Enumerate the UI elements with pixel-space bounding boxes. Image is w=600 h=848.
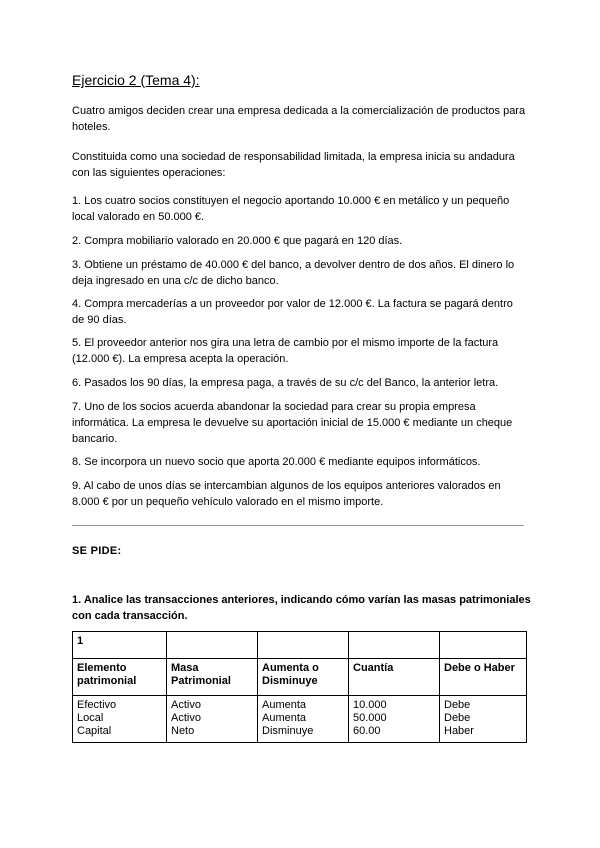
table-row xyxy=(73,696,527,743)
cell-value: Disminuye xyxy=(262,725,314,737)
cuantia-cell xyxy=(349,696,440,743)
cell-value: Debe xyxy=(444,699,471,711)
cell-value: Local xyxy=(77,712,104,724)
table-cell xyxy=(258,632,349,659)
table-header-row xyxy=(73,659,527,696)
question-1: 1. Analice las transacciones anteriores, indicando cómo varían las masas patrimoniales con cada transacción. xyxy=(72,594,531,622)
cell-value: 60.00 xyxy=(353,725,381,737)
table-cell xyxy=(349,632,440,659)
operation-6: 6. Pasados los 90 días, la empresa paga, a través de su c/c del Banco, la anterior letra. xyxy=(72,377,499,389)
variacion-cell xyxy=(258,696,349,743)
context-paragraph: Constituida como una sociedad de responsabilidad limitada, la empresa inicia su andadura con las siguientes operaciones: xyxy=(72,151,515,179)
cell-value: Activo xyxy=(171,712,201,724)
cell-value: Neto xyxy=(171,725,195,737)
column-header-cuantia: Cuantía xyxy=(349,659,440,696)
se-pide-heading: SE PIDE: xyxy=(72,545,122,557)
masa-cell xyxy=(167,696,258,743)
column-header-elemento: Elemento patrimonial xyxy=(73,659,167,696)
operation-5: 5. El proveedor anterior nos gira una letra de cambio por el mismo importe de la factura (12.000 €). La empresa acepta la operación. xyxy=(72,337,499,365)
cell-value: Capital xyxy=(77,725,112,737)
horizontal-divider xyxy=(72,525,524,526)
operation-1: 1. Los cuatro socios constituyen el negocio aportando 10.000 € en metálico y un pequeño local valorado en 50.000 €. xyxy=(72,195,510,223)
table-row xyxy=(73,632,527,659)
elemento-cell xyxy=(73,696,167,743)
operation-2: 2. Compra mobiliario valorado en 20.000 € que pagará en 120 días. xyxy=(72,235,403,247)
cell-value: 10.000 xyxy=(353,699,387,711)
operation-9: 9. Al cabo de unos días se intercambian algunos de los equipos anteriores valorados en 8.000 € por un pequeño vehículo valorado en el mismo importe. xyxy=(72,480,501,508)
operation-3: 3. Obtiene un préstamo de 40.000 € del banco, a devolver dentro de dos años. El dinero lo deja ingresado en una c/c de dicho banco. xyxy=(72,259,515,287)
debe-haber-cell xyxy=(440,696,527,743)
column-header-debe-haber: Debe o Haber xyxy=(440,659,527,696)
table-cell xyxy=(167,632,258,659)
analysis-table xyxy=(72,631,527,743)
operation-7: 7. Uno de los socios acuerda abandonar la sociedad para crear su propia empresa informática. La empresa le devuelve su aportación inicial de 15.000 € mediante un cheque bancario. xyxy=(72,401,513,445)
column-header-masa: Masa Patrimonial xyxy=(167,659,258,696)
intro-paragraph: Cuatro amigos deciden crear una empresa dedicada a la comercialización de productos para hoteles. xyxy=(72,105,526,133)
exercise-title: Ejercicio 2 (Tema 4): xyxy=(72,72,200,88)
cell-value: Activo xyxy=(171,699,201,711)
cell-value: Haber xyxy=(444,725,474,737)
operation-8: 8. Se incorpora un nuevo socio que aporta 20.000 € mediante equipos informáticos. xyxy=(72,456,481,468)
cell-value: Aumenta xyxy=(262,699,307,711)
cell-value: Efectivo xyxy=(77,699,117,711)
cell-value: 50.000 xyxy=(353,712,387,724)
table-cell xyxy=(440,632,527,659)
cell-value: Debe xyxy=(444,712,471,724)
table-cell: 1 xyxy=(73,632,167,659)
operation-4: 4. Compra mercaderías a un proveedor por valor de 12.000 €. La factura se pagará dentro de 90 días. xyxy=(72,298,513,326)
column-header-variacion: Aumenta o Disminuye xyxy=(258,659,349,696)
cell-value: Aumenta xyxy=(262,712,307,724)
